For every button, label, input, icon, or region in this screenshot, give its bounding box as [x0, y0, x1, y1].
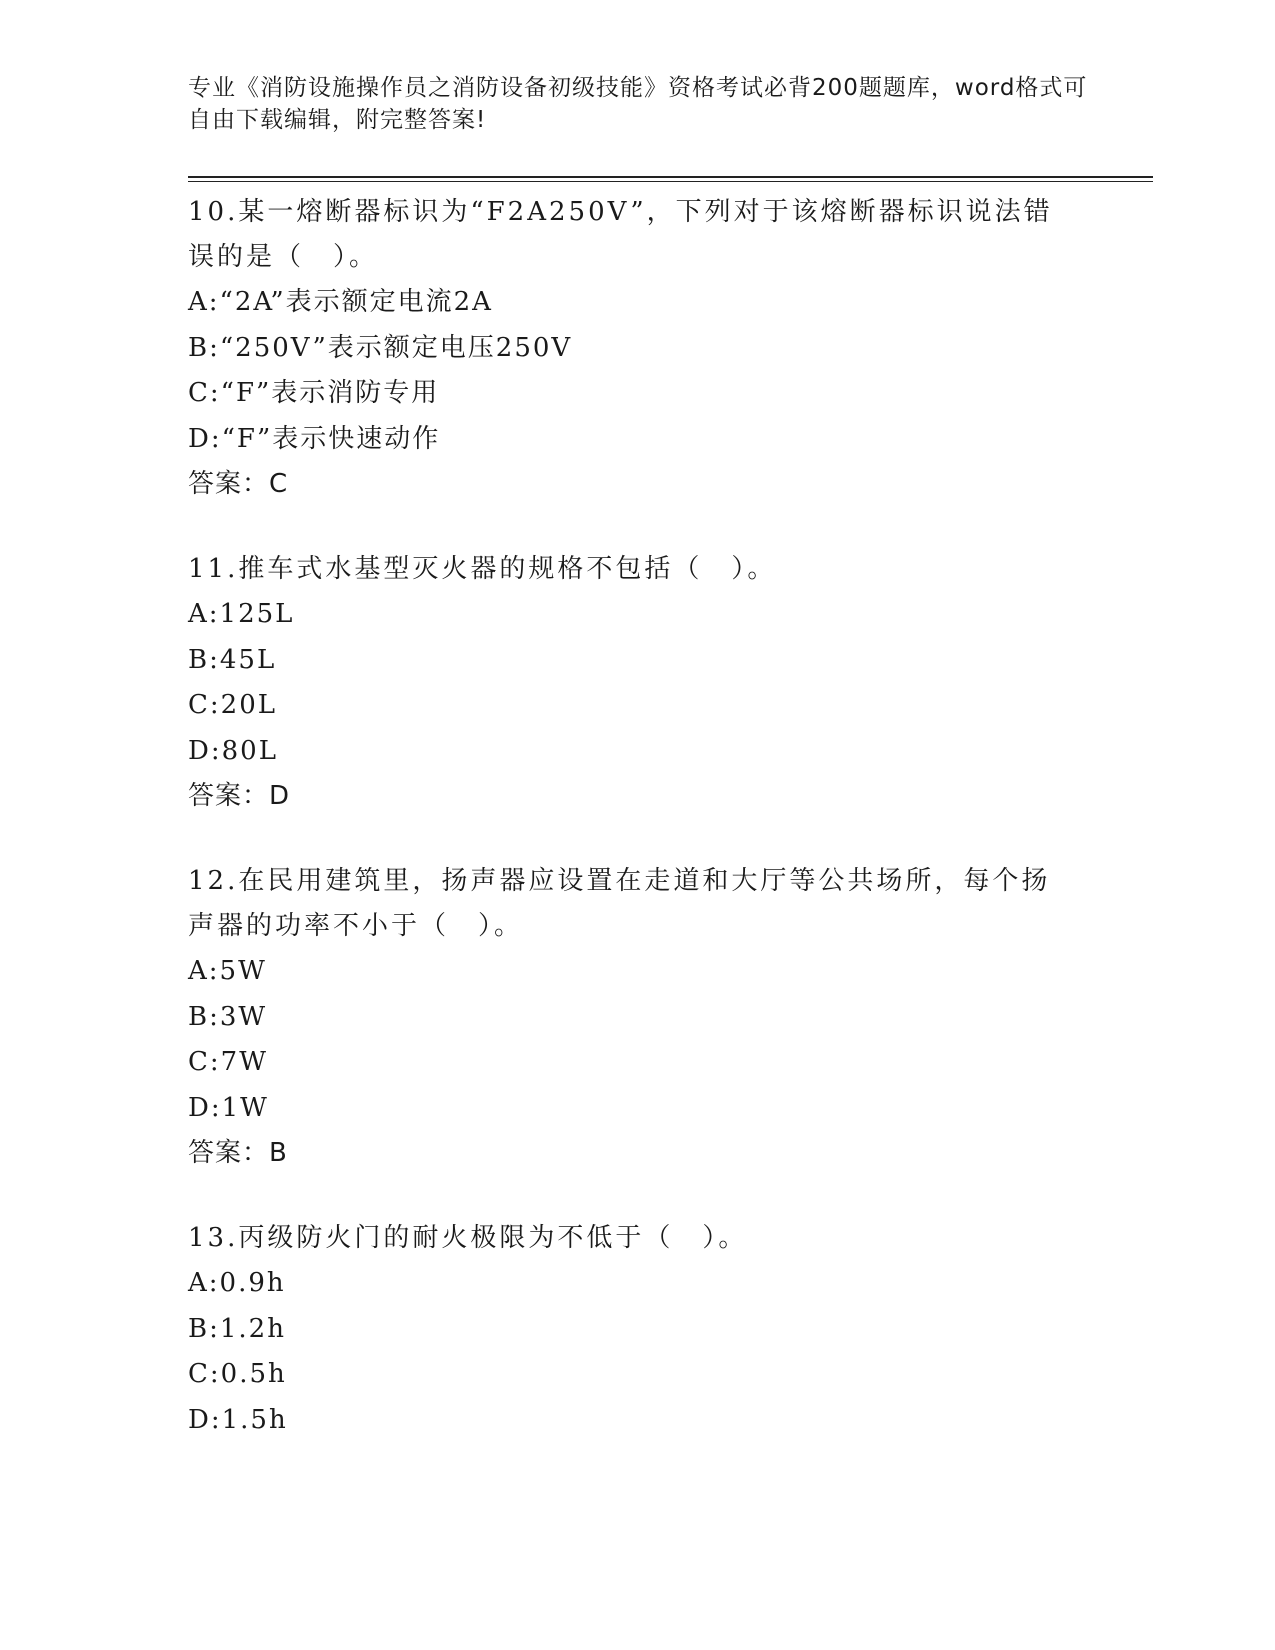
option-c: C:7W [188, 1047, 268, 1077]
answer-line: 答案：B [188, 1138, 288, 1168]
question-12 [188, 859, 1153, 1176]
question-stem: 10.某一熔断器标识为“F2A250V”，下列对于该熔断器标识说法错误的是（ ）。 [188, 197, 1053, 272]
question-stem: 12.在民用建筑里，扬声器应设置在走道和大厅等公共场所，每个扬声器的功率不小于（ ）。 [188, 866, 1051, 941]
option-a: A:125L [188, 599, 295, 629]
option-b: B:1.2h [188, 1313, 286, 1344]
option-a: A:5W [188, 956, 267, 986]
question-13 [188, 1216, 1153, 1443]
document-header: 专业《消防设施操作员之消防设备初级技能》资格考试必背200题题库，word格式可自由下载编辑，附完整答案! [188, 75, 1088, 133]
header-divider [188, 176, 1153, 182]
option-c: C:0.5h [188, 1359, 287, 1389]
option-b: B:45L [188, 644, 277, 675]
question-11 [188, 547, 1153, 819]
option-a: A:0.9h [188, 1268, 286, 1298]
option-d: D:80L [188, 735, 278, 766]
question-10 [188, 190, 1153, 507]
question-stem: 11.推车式水基型灭火器的规格不包括（ ）。 [188, 554, 777, 584]
option-d: D:1W [188, 1092, 269, 1123]
question-list [188, 190, 1153, 1443]
answer-line: 答案：C [188, 469, 289, 499]
answer-line: 答案：D [188, 781, 291, 811]
option-a: A:“2A”表示额定电流2A [188, 287, 493, 317]
option-b: B:“250V”表示额定电压250V [188, 332, 573, 363]
option-d: D:“F”表示快速动作 [188, 423, 441, 454]
option-b: B:3W [188, 1001, 268, 1032]
option-c: C:20L [188, 690, 278, 720]
option-d: D:1.5h [188, 1404, 288, 1435]
question-stem: 13.丙级防火门的耐火极限为不低于（ ）。 [188, 1223, 748, 1253]
option-c: C:“F”表示消防专用 [188, 378, 440, 408]
document-page [188, 72, 1153, 1483]
